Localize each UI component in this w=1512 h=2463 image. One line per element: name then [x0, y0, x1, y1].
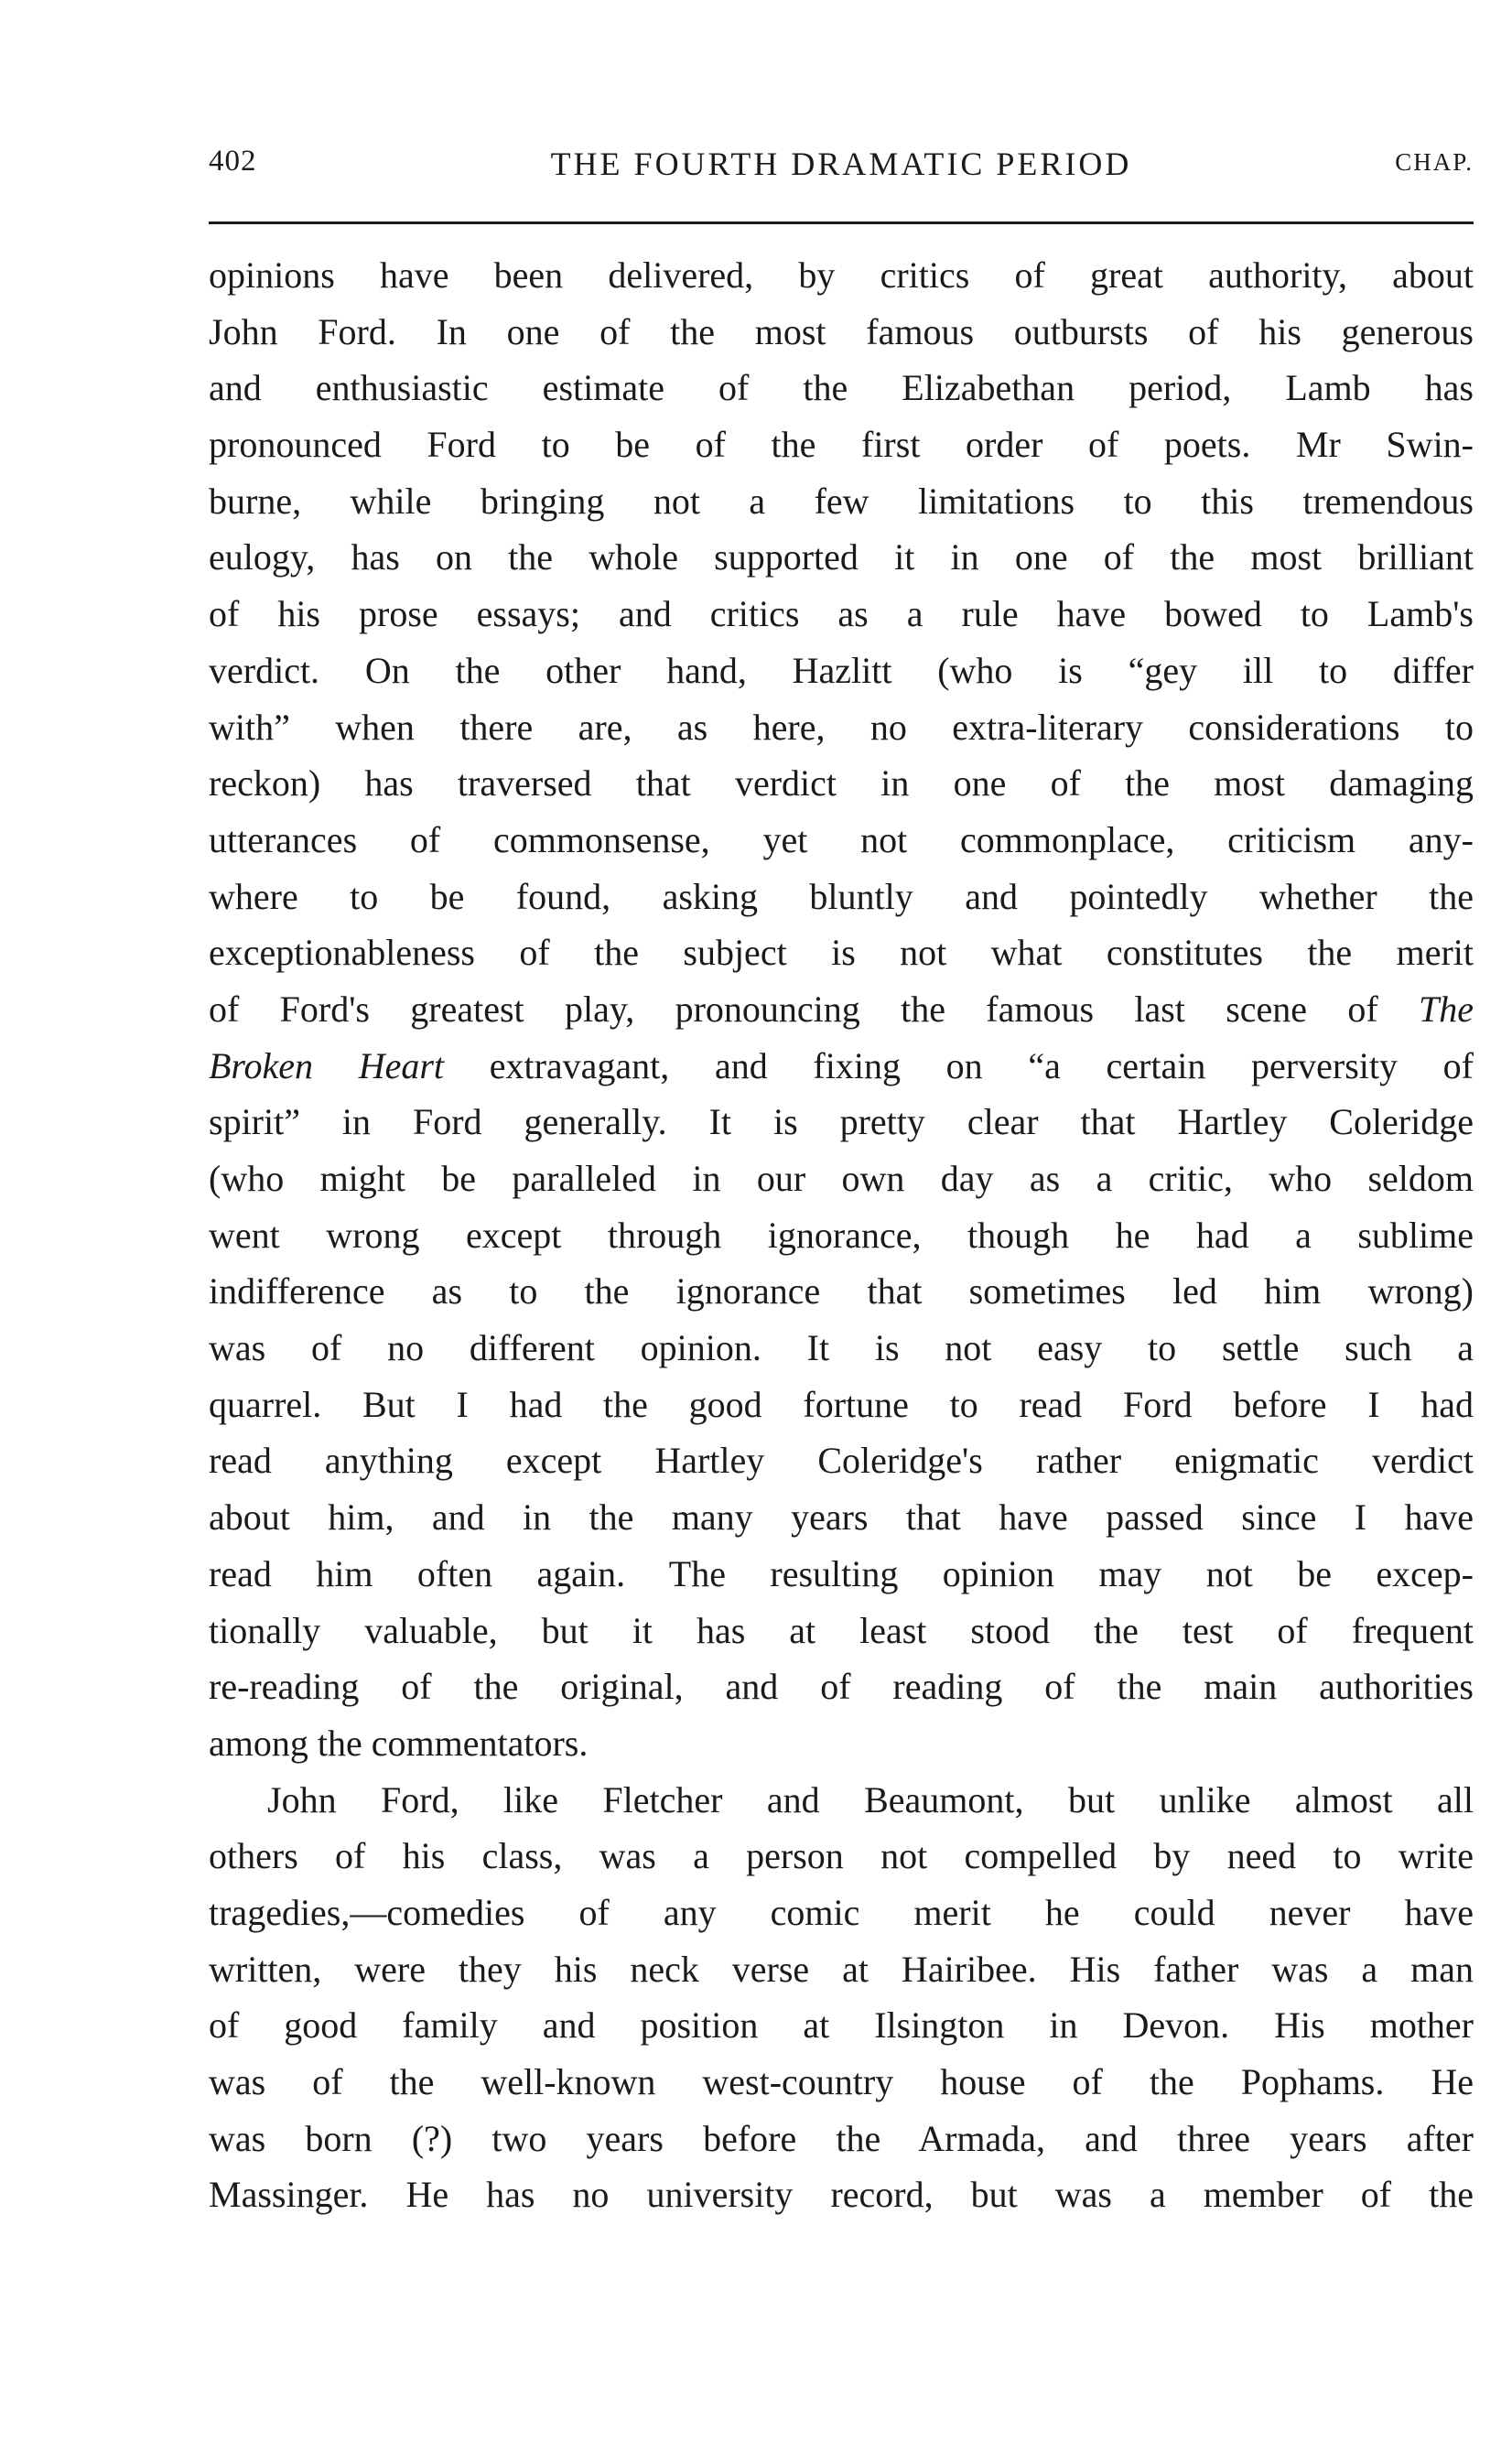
text-line: about him, and in the many years that have passed since I have — [209, 1496, 1474, 1539]
text-line: Broken Heart extravagant, and fixing on “a certain perversity of — [209, 1044, 1474, 1086]
text-line: among the commentators. — [209, 1722, 589, 1764]
text-line: others of his class, was a person not compelled by need to write — [209, 1835, 1474, 1877]
chapter-abbreviation: CHAP. — [1395, 148, 1474, 176]
text-line: exceptionableness of the subject is not what constitutes the merit — [209, 932, 1474, 974]
text-line: John Ford, like Fletcher and Beaumont, but unlike almost all — [267, 1778, 1474, 1820]
body-text — [209, 247, 1474, 2223]
text-line: tragedies,—comedies of any comic merit he could never have — [209, 1891, 1474, 1933]
paragraph — [209, 1772, 1474, 2224]
text-line: reckon) has traversed that verdict in one of the most damaging — [209, 762, 1474, 805]
play-title: The — [1419, 988, 1474, 1030]
text-line: utterances of commonsense, yet not commonplace, criticism any- — [209, 818, 1474, 860]
text-line: eulogy, has on the whole supported it in one of the most brilliant — [209, 536, 1474, 578]
text-line: Massinger. He has no university record, but was a member of the — [209, 2174, 1474, 2216]
text-line: re-reading of the original, and of reading of the main authorities — [209, 1666, 1474, 1708]
text-line: with” when there are, as here, no extra-literary considerations to — [209, 706, 1474, 748]
text-line: read anything except Hartley Coleridge's rather enigmatic verdict — [209, 1440, 1474, 1482]
text-line: indifference as to the ignorance that sometimes led him wrong) — [209, 1270, 1474, 1313]
page-number: 402 — [209, 145, 257, 178]
text-line: opinions have been delivered, by critics of great authority, about — [209, 254, 1474, 296]
text-line: tionally valuable, but it has at least stood the test of frequent — [209, 1609, 1474, 1651]
text-line: pronounced Ford to be of the first order of poets. Mr Swin- — [209, 424, 1474, 466]
text-line: spirit” in Ford generally. It is pretty clear that Hartley Coleridge — [209, 1101, 1474, 1143]
paragraph — [209, 247, 1474, 1772]
text-line: and enthusiastic estimate of the Elizabethan period, Lamb has — [209, 367, 1474, 409]
text-line: of his prose essays; and critics as a rule have bowed to Lamb's — [209, 593, 1474, 635]
text-line: where to be found, asking bluntly and pointedly whether the — [209, 875, 1474, 917]
text-line: verdict. On the other hand, Hazlitt (who is “gey ill to differ — [209, 649, 1474, 691]
text-line: written, were they his neck verse at Hairibee. His father was a man — [209, 1948, 1474, 1990]
header-rule — [209, 221, 1474, 224]
page-header — [209, 145, 1474, 190]
text-line: (who might be paralleled in our own day as a critic, who seldom — [209, 1158, 1474, 1199]
running-title: THE FOURTH DRAMATIC PERIOD — [550, 146, 1132, 182]
text-line: quarrel. But I had the good fortune to read Ford before I had — [209, 1383, 1474, 1425]
text-line: was of the well-known west-country house of the Pophams. He — [209, 2061, 1474, 2102]
text-line: read him often again. The resulting opinion may not be excep- — [209, 1552, 1474, 1594]
text-line: of good family and position at Ilsington in Devon. His mother — [209, 2004, 1474, 2047]
text-line: went wrong except through ignorance, though he had a sublime — [209, 1214, 1474, 1256]
text-line: John Ford. In one of the most famous outbursts of his generous — [209, 310, 1474, 352]
text-line: burne, while bringing not a few limitations to this tremendous — [209, 480, 1474, 522]
text-line: of Ford's greatest play, pronouncing the famous last scene of The — [209, 988, 1474, 1030]
text-line: was born (?) two years before the Armada, and three years after — [209, 2117, 1474, 2159]
text-line: was of no different opinion. It is not easy to settle such a — [209, 1327, 1474, 1369]
play-title: Broken Heart — [209, 1044, 445, 1086]
